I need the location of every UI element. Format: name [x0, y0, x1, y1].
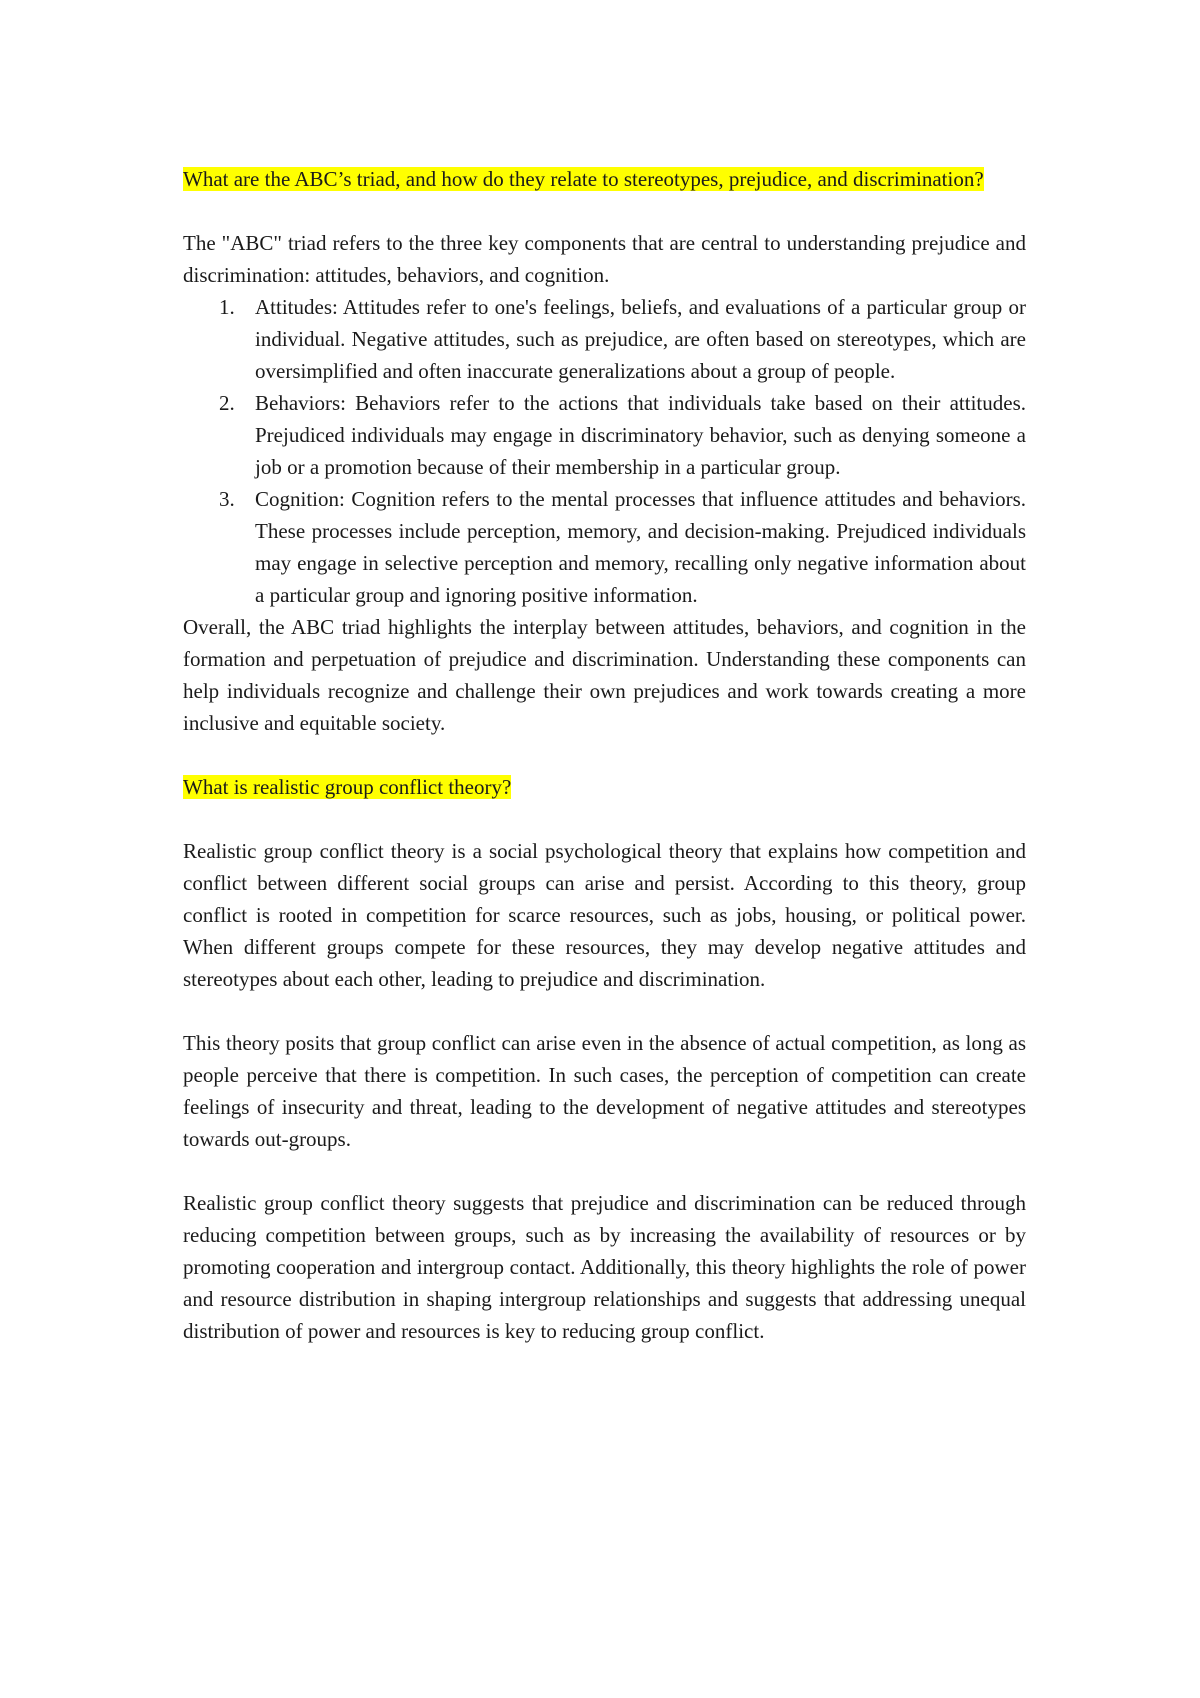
list-item-cognition — [183, 483, 1026, 611]
paragraph-gap — [183, 1155, 1026, 1187]
list-item-text: Attitudes: Attitudes refer to one's feelings, beliefs, and evaluations of a particular group or individual. Negative attitudes, such as prejudice, are often based on stereotypes, which are oversimplified and often inaccurate generalizations about a group of people. — [255, 295, 1026, 383]
body-paragraph: Realistic group conflict theory suggests that prejudice and discrimination can be reduced through reducing competition between groups, such as by increasing the availability of resources or by promoting cooperation and intergroup contact. Additionally, this theory highlights the role of power and resource distribution in shaping intergroup relationships and suggests that addressing unequal distribution of power and resources is key to reducing group conflict. — [183, 1191, 1026, 1343]
paragraph-gap — [183, 803, 1026, 835]
document-body — [183, 163, 1026, 1347]
body-paragraph: Realistic group conflict theory is a social psychological theory that explains how competition and conflict between different social groups can arise and persist. According to this theory, group conflict is rooted in competition for scarce resources, such as jobs, housing, or political power. When different groups compete for these resources, they may develop negative attitudes and stereotypes about each other, leading to prejudice and discrimination. — [183, 839, 1026, 991]
list-item-text: Behaviors: Behaviors refer to the actions that individuals take based on their attitudes. Prejudiced individuals may engage in discriminatory behavior, such as denying someone a job or a promotion because of their membership in a particular group. — [255, 391, 1026, 479]
paragraph-gap — [183, 195, 1026, 227]
list-number: 3. — [219, 487, 235, 511]
list-item-attitudes — [183, 291, 1026, 387]
highlighted-text: What are the ABC’s triad, and how do they relate to stereotypes, prejudice, and discrimination? — [183, 167, 984, 191]
paragraph-gap — [183, 995, 1026, 1027]
question-abc-triad — [183, 163, 1026, 195]
abc-list — [183, 291, 1026, 611]
body-paragraph: This theory posits that group conflict can arise even in the absence of actual competition, as long as people perceive that there is competition. In such cases, the perception of competition can create feelings of insecurity and threat, leading to the development of negative attitudes and stereotypes towards out-groups. — [183, 1031, 1026, 1151]
list-number: 2. — [219, 391, 235, 415]
conclusion-paragraph: Overall, the ABC triad highlights the interplay between attitudes, behaviors, and cognition in the formation and perpetuation of prejudice and discrimination. Understanding these components can help individuals recognize and challenge their own prejudices and work towards creating a more inclusive and equitable society. — [183, 615, 1026, 735]
intro-paragraph: The "ABC" triad refers to the three key components that are central to understanding prejudice and discrimination: attitudes, behaviors, and cognition. — [183, 231, 1026, 287]
list-item-behaviors — [183, 387, 1026, 483]
list-number: 1. — [219, 295, 235, 319]
paragraph-gap — [183, 739, 1026, 771]
highlighted-text: What is realistic group conflict theory? — [183, 775, 512, 799]
question-realistic-conflict — [183, 771, 1026, 803]
list-item-text: Cognition: Cognition refers to the mental processes that influence attitudes and behaviors. These processes include perception, memory, and decision-making. Prejudiced individuals may engage in selective perception and memory, recalling only negative information about a particular group and ignoring positive information. — [255, 487, 1026, 607]
